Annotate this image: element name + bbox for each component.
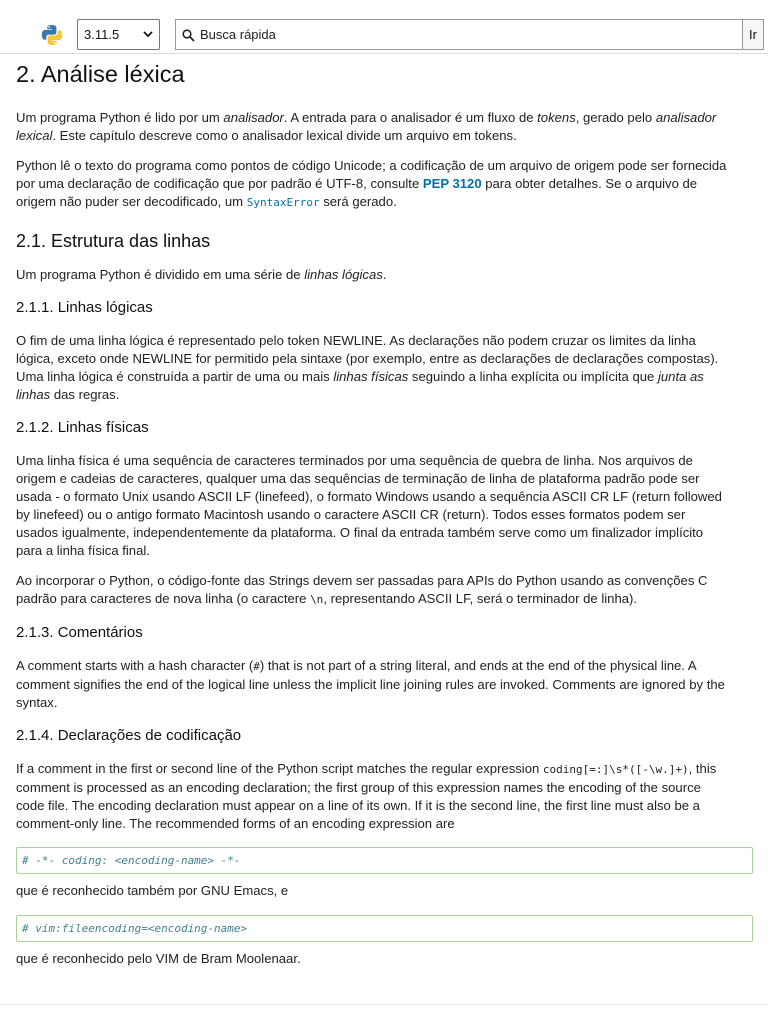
python-logo-icon[interactable] [40,24,64,46]
text: syntax. [16,695,58,710]
section-2-1-2-paragraph-2 [16,572,753,609]
pep-3120-link[interactable]: PEP 3120 [422,176,482,191]
text: seguindo a linha explícita ou implícita que [408,369,658,384]
emphasis: linhas lógicas [304,267,383,282]
code-block-vim[interactable]: # vim:fileencoding=<encoding-name> [16,915,753,942]
text: para obter detalhes. Se o arquivo de [481,176,698,191]
section-2-1-2-heading: 2.1.2. Linhas físicas [16,419,149,436]
text: Python lê o texto do programa como pontos de código Unicode; a codificação de um arquivo de origem pode ser fornecida [16,158,727,173]
main-content [16,59,753,968]
section-2-1-3-heading: 2.1.3. Comentários [16,624,143,641]
syntaxerror-link[interactable]: SyntaxError [246,196,320,209]
intro-paragraph-1 [16,109,753,145]
intro-paragraph-2 [16,157,753,212]
search-go-button[interactable]: Ir [743,19,764,50]
emphasis: analisador [223,110,284,125]
section-2-1-2-paragraph-1 [16,452,753,560]
text: Um programa Python é dividido em uma série de [16,267,305,282]
text: Ao incorporar o Python, o código-fonte das Strings devem ser passadas para APIs do Python usando as convenções C [16,573,708,588]
text: será gerado. [319,194,397,209]
text: das regras. [50,387,120,402]
chevron-down-icon [143,30,153,38]
footer-divider [0,1004,768,1005]
section-2-1-1-heading: 2.1.1. Linhas lógicas [16,299,153,316]
section-2-1-1-paragraph [16,332,753,404]
text: . [382,267,387,282]
text: If a comment in the first or second line of the Python script matches the regular expression [16,761,543,776]
text: ) that is not part of a string literal, and ends at the end of the physical line. A [259,658,697,673]
text: A comment starts with a hash character ( [16,658,254,673]
section-2-1-4-paragraph [16,760,753,833]
text: lógica, exceto onde NEWLINE for permitido pela sintaxe (por exemplo, entre as declarações de declarações compostas). [16,351,719,366]
code-block-emacs[interactable]: # -*- coding: <encoding-name> -*- [16,847,753,874]
search-placeholder: Busca rápida [200,27,276,42]
text: , gerado pelo [575,110,656,125]
version-select[interactable] [77,19,160,50]
text: origem não puder ser decodificado, um [16,194,247,209]
text: usados igualmente, independentemente da plataforma. O final da entrada também serve como um finalizador implícito [16,525,704,540]
text: comment signifies the end of the logical line unless the implicit line joining rules are invoked. Comments are ignored by the [16,677,725,692]
emphasis: lexical [16,128,53,143]
text: . A entrada para o analisador é um fluxo de [283,110,538,125]
inline-code: # [253,660,260,673]
emphasis: linhas físicas [333,369,409,384]
text: padrão para caracteres de nova linha (o caractere [16,591,311,606]
text: code file. The encoding declaration must appear on a line of its own. If it is the second line, the first line must also be a [16,798,700,813]
inline-code: coding[=:]\s*([-\w.]+) [542,763,689,776]
search-input[interactable] [175,19,743,50]
top-navigation-bar [0,0,768,54]
inline-code: \n [310,593,324,606]
text: usada - o formato Unix usando ASCII LF (linefeed), o formato Windows usando a sequência ASCII CR LF (return followed [16,489,722,504]
emacs-note: que é reconhecido também por GNU Emacs, e [16,883,289,898]
text: by linefeed) ou o antigo formato Macintosh usando o caractere ASCII CR (return). Todos esses formatos podem ser [16,507,686,522]
text: O fim de uma linha lógica é representado pelo token NEWLINE. As declarações não podem cruzar os limites da linha [16,333,696,348]
vim-note: que é reconhecido pelo VIM de Bram Moolenaar. [16,951,301,966]
emphasis: linhas [16,387,51,402]
emphasis: tokens [537,110,576,125]
section-2-1-paragraph [16,266,753,284]
text: origem e cadeias de caracteres, qualquer uma das sequências de terminação de linha de plataforma padrão pode ser [16,471,700,486]
text: por uma declaração de codificação que por padrão é UTF-8, consulte [16,176,423,191]
text: comment is processed as an encoding declaration; the first group of this expression names the encoding of the source [16,780,701,795]
text: Um programa Python é lido por um [16,110,224,125]
section-2-1-heading: 2.1. Estrutura das linhas [16,231,211,251]
text: para a linha física final. [16,543,150,558]
text: , this [688,761,717,776]
emphasis: junta as [657,369,704,384]
search-icon [182,29,195,42]
text: Uma linha física é uma sequência de caracteres terminados por uma sequência de quebra de linha. Nos arquivos de [16,453,693,468]
text: comment-only line. The recommended forms of an encoding expression are [16,816,455,831]
page-title: 2. Análise léxica [16,61,185,87]
version-select-value: 3.11.5 [84,27,120,42]
section-2-1-3-paragraph [16,657,753,712]
text: . Este capítulo descreve como o analisador lexical divide um arquivo em tokens. [52,128,517,143]
section-2-1-4-heading: 2.1.4. Declarações de codificação [16,727,242,744]
text: , representando ASCII LF, será o terminador de linha). [323,591,638,606]
emphasis: analisador [655,110,717,125]
text: Uma linha lógica é construída a partir de uma ou mais [16,369,334,384]
